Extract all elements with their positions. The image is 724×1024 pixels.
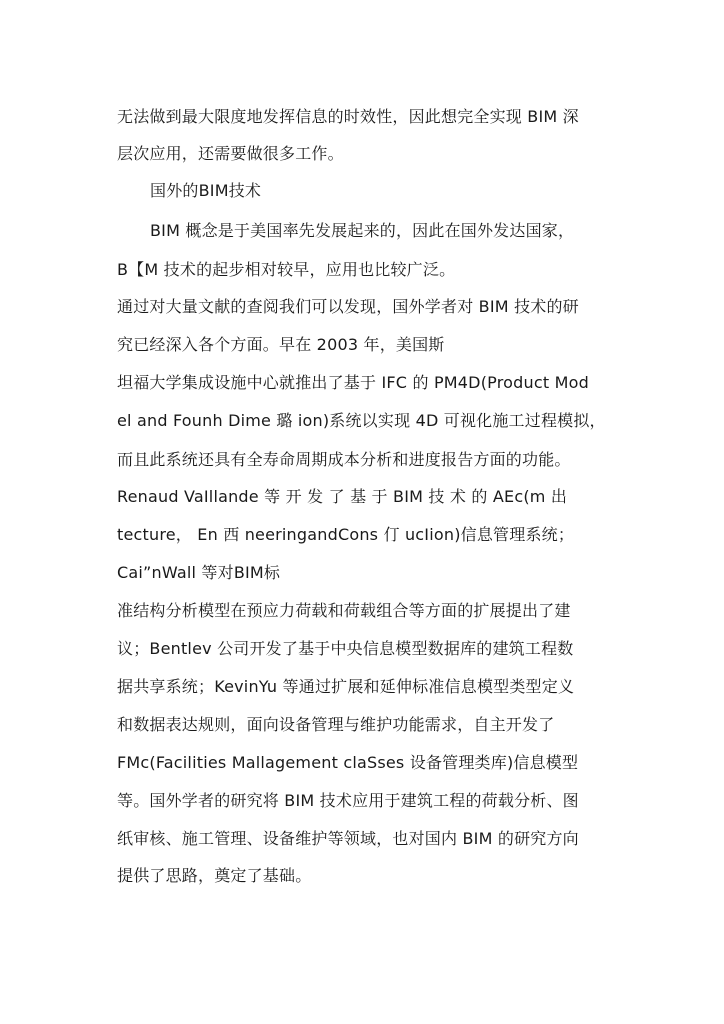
text-line: 通过对大量文献的查阅我们可以发现，国外学者对 BIM 技术的研 (117, 297, 579, 316)
text-line: 议；Bentlev 公司开发了基于中央信息模型数据库的建筑工程数 (117, 639, 574, 658)
text-line: 纸审核、施工管理、设备维护等领域，也对国内 BIM 的研究方向 (117, 829, 579, 848)
text-line: el and Founh Dime 璐 ion)系统以实现 4D 可视化施工过程模拟， (117, 411, 606, 430)
text-line: BIM 概念是于美国率先发展起来的，因此在国外发达国家， (150, 221, 575, 240)
text-line: 和数据表达规则，面向设备管理与维护功能需求，自主开发了 (117, 715, 555, 734)
text-line: 提供了思路，奠定了基础。 (117, 866, 312, 885)
text-line: Renaud VaIllande 等 开 发 了 基 于 BIM 技 术 的 AEc(m 出 (117, 487, 568, 506)
text-line: tecture， En 西 neeringandCons 仃 ucIion)信息管理系统； (117, 525, 575, 544)
text-line: 坦福大学集成设施中心就推出了基于 IFC 的 PM4D(Product Mod (117, 373, 589, 392)
section-heading: 国外的BIM技术 (150, 181, 262, 200)
text-line: FMc(Facilities Mallagement claSses 设备管理类库)信息模型 (117, 753, 579, 772)
text-line: 等。国外学者的研究将 BIM 技术应用于建筑工程的荷载分析、图 (117, 791, 579, 810)
text-line: 无法做到最大限度地发挥信息的时效性，因此想完全实现 BIM 深 (117, 107, 579, 126)
text-line: B【M 技术的起步相对较早，应用也比较广泛。 (117, 260, 456, 279)
text-line: 究已经深入各个方面。早在 2003 年，美国斯 (117, 335, 445, 354)
text-line: 层次应用，还需要做很多工作。 (117, 144, 344, 163)
text-line: Cai”nWall 等对BIM标 (117, 563, 281, 582)
text-line: 准结构分析模型在预应力荷载和荷载组合等方面的扩展提出了建 (117, 601, 571, 620)
text-line: 而且此系统还具有全寿命周期成本分析和进度报告方面的功能。 (117, 450, 571, 469)
text-line: 据共享系统；KevinYu 等通过扩展和延伸标准信息模型类型定义 (117, 677, 575, 696)
